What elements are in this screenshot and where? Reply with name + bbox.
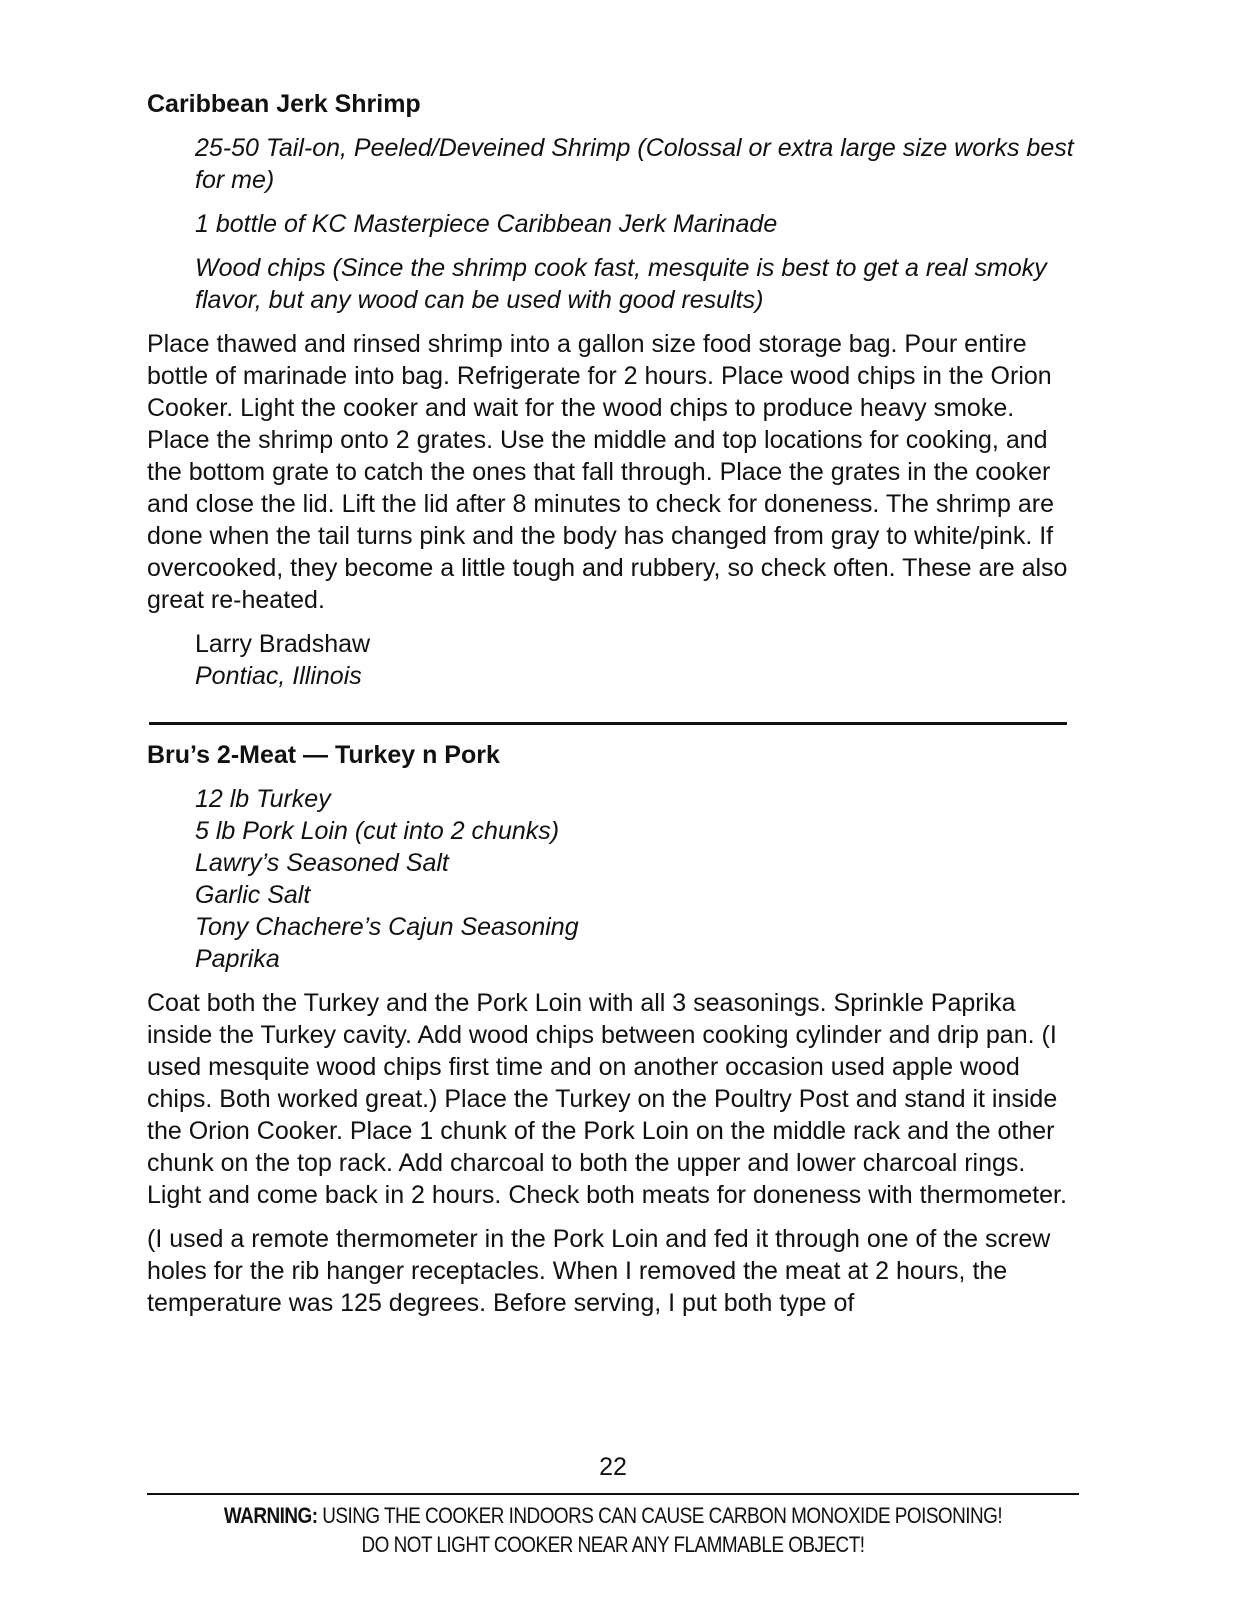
ingredient-list bbox=[195, 132, 1082, 316]
document-page bbox=[147, 88, 1082, 1331]
recipe-caribbean-jerk-shrimp bbox=[147, 88, 1082, 692]
ingredient-item: Lawry’s Seasoned Salt bbox=[195, 849, 449, 877]
page-footer bbox=[147, 1452, 1079, 1559]
ingredient-item: 5 lb Pork Loin (cut into 2 chunks) bbox=[195, 817, 560, 845]
footer-divider bbox=[147, 1493, 1079, 1495]
author-location: Pontiac, Illinois bbox=[195, 662, 362, 690]
page-number: 22 bbox=[599, 1453, 627, 1481]
warning-label: WARNING: bbox=[223, 1503, 318, 1528]
recipe-title: Caribbean Jerk Shrimp bbox=[147, 90, 421, 118]
safety-warning bbox=[212, 1501, 1014, 1530]
ingredient-item: 1 bottle of KC Masterpiece Caribbean Jerk Marinade bbox=[195, 210, 778, 238]
section-divider bbox=[149, 722, 1067, 725]
ingredient-item: Paprika bbox=[195, 945, 280, 973]
recipe-2-meat-turkey-pork bbox=[147, 739, 1082, 1319]
recipe-instructions-continued: (I used a remote thermometer in the Pork Loin and fed it through one of the screw holes for the rib hanger receptacles. When I removed the meat at 2 hours, the temperature was 125 degrees. Before serving, I put both type of bbox=[147, 1225, 1051, 1317]
safety-warning-line-2: DO NOT LIGHT COOKER NEAR ANY FLAMMABLE OBJECT! bbox=[361, 1532, 865, 1557]
recipe-author-block bbox=[195, 628, 1082, 692]
ingredient-item: Wood chips (Since the shrimp cook fast, mesquite is best to get a real smoky flavor, but any wood can be used with good results) bbox=[195, 254, 1047, 314]
recipe-title: Bru’s 2-Meat — Turkey n Pork bbox=[147, 741, 500, 769]
ingredient-item: Garlic Salt bbox=[195, 881, 311, 909]
ingredient-list bbox=[195, 783, 1082, 975]
ingredient-item: 25-50 Tail-on, Peeled/Deveined Shrimp (Colossal or extra large size works best for me) bbox=[195, 134, 1074, 194]
recipe-instructions: Place thawed and rinsed shrimp into a gallon size food storage bag. Pour entire bottle of marinade into bag. Refrigerate for 2 hours. Place wood chips in the Orion Cooker. Light the cooker and wait for the wood chips to produce heavy smoke. Place the shrimp onto 2 grates. Use the middle and top locations for cooking, and the bottom grate to catch the ones that fall through. Place the grates in the cooker and close the lid. Lift the lid after 8 minutes to check for doneness. The shrimp are done when the tail turns pink and the body has changed from gray to white/pink. If overcooked, they become a little tough and rubbery, so check often. These are also great re-heated. bbox=[147, 330, 1068, 614]
recipe-instructions: Coat both the Turkey and the Pork Loin with all 3 seasonings. Sprinkle Paprika inside the Turkey cavity. Add wood chips between cooking cylinder and drip pan. (I used mesquite wood chips first time and on another occasion used apple wood chips. Both worked great.) Place the Turkey on the Poultry Post and stand it inside the Orion Cooker. Place 1 chunk of the Pork Loin on the middle rack and the other chunk on the top rack. Add charcoal to both the upper and lower charcoal rings. Light and come back in 2 hours. Check both meats for doneness with thermometer. bbox=[147, 989, 1067, 1209]
ingredient-item: 12 lb Turkey bbox=[195, 785, 331, 813]
warning-text: USING THE COOKER INDOORS CAN CAUSE CARBON MONOXIDE POISONING! bbox=[322, 1503, 1003, 1528]
author-name: Larry Bradshaw bbox=[195, 630, 371, 658]
ingredient-item: Tony Chachere’s Cajun Seasoning bbox=[195, 913, 579, 941]
